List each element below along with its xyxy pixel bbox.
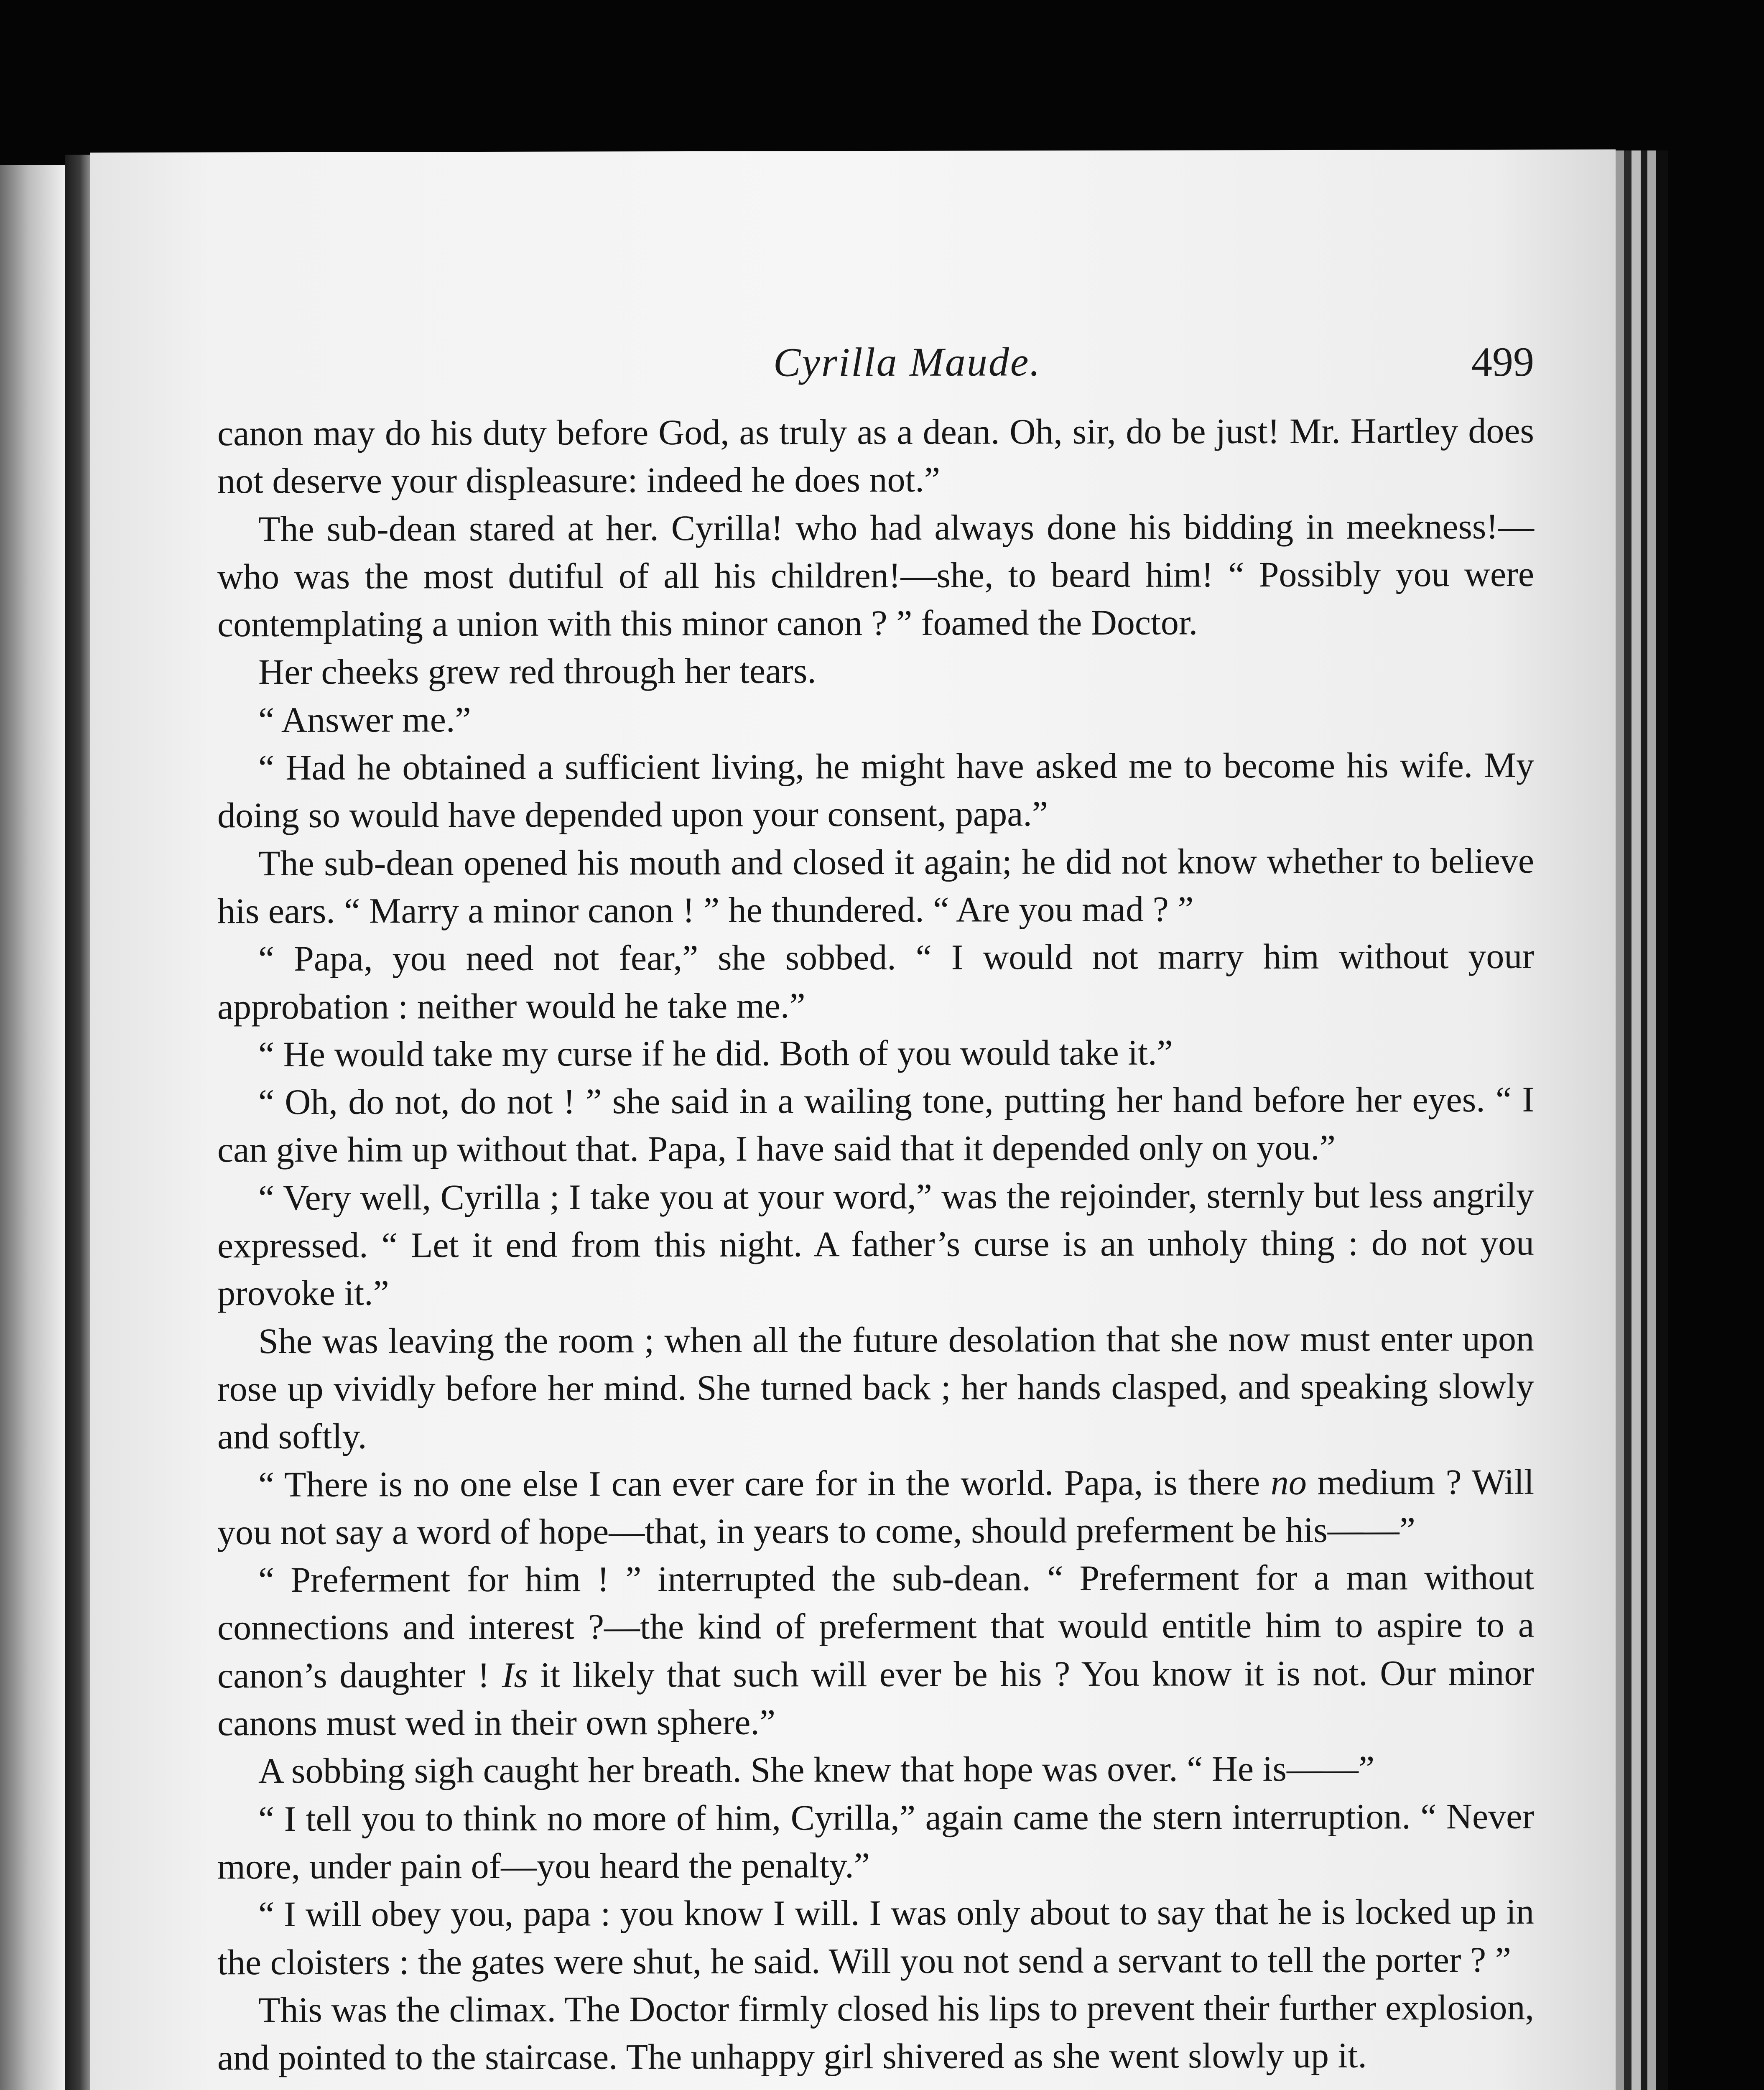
paragraph: This was the climax. The Doctor firmly closed his lips to prevent their further explosion, and pointed to the staircase. The unhappy girl shivered as she went slowly up it. (217, 1987, 1534, 2078)
page-edge-stack (1656, 150, 1668, 2090)
paragraph: canon may do his duty before God, as truly as a dean. Oh, sir, do be just! Mr. Hartley does not deserve your displeasure: indeed he does not.” (217, 410, 1534, 501)
running-head: Cyrilla Maude. (773, 339, 1041, 385)
paragraph: The sub-dean stared at her. Cyrilla! who had always done his bidding in meekness!—who was the most dutiful of all his children!—she, to beard him! “ Possibly you were contemplating a union with this minor canon ? ” foamed the Doctor. (217, 506, 1534, 645)
book-page (90, 149, 1616, 2090)
paragraph: A sobbing sigh caught her breath. She knew that hope was over. “ He is——” (258, 1748, 1375, 1791)
page-edge-stack (1631, 150, 1641, 2090)
paragraph: The sub-dean opened his mouth and closed it again; he did not know whether to believe his ears. “ Marry a minor canon ! ” he thundered. “ Are you mad ? ” (217, 840, 1534, 931)
paragraph: “ Very well, Cyrilla ; I take you at your word,” was the rejoinder, sternly but less angrily expressed. “ Let it end from this night. A father’s curse is an unholy thing : do not you provoke it.” (217, 1175, 1534, 1313)
emphasis: Is (502, 1654, 528, 1695)
text-run: it likely that such will ever be his ? You know it is not. Our minor canons must wed in their own sphere.” (217, 1652, 1534, 1743)
paragraph: Her cheeks grew red through her tears. (258, 650, 816, 692)
paragraph: “ Oh, do not, do not ! ” she said in a wailing tone, putting her hand before her eyes. “ I can give him up without that. Papa, I have said that it depended only on you.” (217, 1079, 1534, 1170)
paragraph: “ I will obey you, papa : you know I will. I was only about to say that he is locked up in the cloisters : the gates were shut, he said. Will you not send a servant to tell the porter ? ” (217, 1891, 1534, 1982)
facing-page-edge (0, 165, 65, 2090)
paragraph: “ I tell you to think no more of him, Cyrilla,” again came the stern interruption. “ Never more, under pain of—you heard the penalty.” (217, 1796, 1534, 1887)
paragraph (217, 1553, 1534, 1747)
gutter-shadow (65, 155, 90, 2090)
text-run: “ There is no one else I can ever care for in the world. Papa, is there (258, 1462, 1271, 1504)
text-run: medium ? Will you not say a word of hope—that, in years to come, should preferment be his——” (217, 1461, 1534, 1552)
page-edge-stack (1647, 150, 1656, 2090)
page-edge-stack (1641, 150, 1647, 2090)
emphasis: no (1270, 1462, 1307, 1502)
paragraph (217, 1458, 1534, 1556)
text-run: “ Preferment for him ! ” interrupted the sub-dean. “ Preferment for a man without connections and interest ?—the kind of preferment that would entitle him to aspire to a canon’s daughter ! (217, 1557, 1534, 1696)
page-number: 499 (1471, 338, 1534, 385)
body-text (217, 407, 1534, 2082)
page-header (217, 338, 1534, 395)
paragraph: “ He would take my curse if he did. Both of you would take it.” (258, 1032, 1173, 1075)
paragraph: “ Had he obtained a sufficient living, he might have asked me to become his wife. My doing so would have depended upon your consent, papa.” (217, 744, 1534, 836)
paragraph: “ Answer me.” (258, 699, 471, 740)
paragraph: “ Papa, you need not fear,” she sobbed. “ I would not marry him without your approbation : neither would he take me.” (217, 936, 1534, 1027)
paragraph: She was leaving the room ; when all the future desolation that she now must enter upon rose up vividly before her mind. She turned back ; her hands clasped, and speaking slowly and softly. (217, 1318, 1534, 1457)
page-edge-stack (1624, 150, 1631, 2090)
